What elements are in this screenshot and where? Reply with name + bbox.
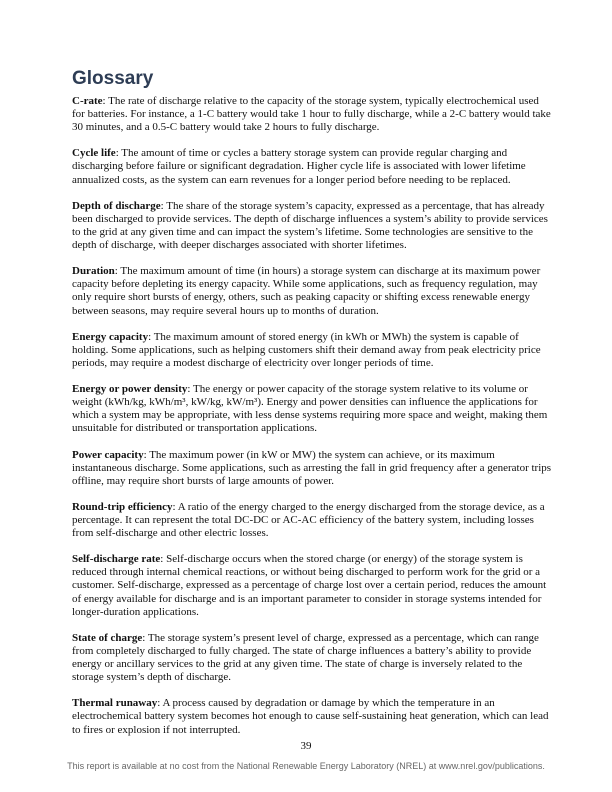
glossary-term: Thermal runaway <box>72 697 158 710</box>
glossary-entry-duration <box>72 265 554 317</box>
glossary-definition: The storage system’s present level of charge, expressed as a percentage, which can range from completely discharged to fully charged. The state of charge influences a battery’s ability to provide energy or ancillary services to the grid at any given time. The state of charge is inversely related to the storage system’s depth of discharge. <box>72 631 539 684</box>
page-number: 39 <box>300 740 312 752</box>
separator: : <box>102 95 109 107</box>
glossary-definition: The amount of time or cycles a battery storage system can provide regular charging and discharging before failure or significant degradation. Higher cycle life is associated with lower lifetime annualized costs, as the system can earn revenues for a longer period before needing to be replaced. <box>72 147 526 186</box>
glossary-term: C-rate <box>72 95 103 107</box>
separator: : <box>142 631 148 644</box>
glossary-entry-round-trip-efficiency <box>72 501 554 540</box>
glossary-term: Self-discharge rate <box>72 553 161 566</box>
glossary-definition: The maximum amount of time (in hours) a storage system can discharge at its maximum power capacity before depleting its energy capacity. While some applications, such as frequency regulation, may only require short bursts of energy, others, such as peaking capacity or shifting excess renewable energy between seasons, may require several hours up to months of duration. <box>72 265 541 317</box>
glossary-term: Round-trip efficiency <box>72 500 173 513</box>
glossary-definition: The energy or power capacity of the storage system relative to its volume or weight (kWh/kg, kWh/m³, kW/kg, kW/m³). Energy and power densities can influence the applications for which a system may be appropriate, with less dense systems requiring more space and weight, making them unsuitable for distributed or transportation applications. <box>72 383 548 435</box>
glossary-term: Depth of discharge <box>72 199 161 212</box>
separator: : <box>157 697 163 710</box>
glossary-list <box>72 95 554 750</box>
footer-notice: This report is available at no cost from the National Renewable Energy Laboratory (NREL) at www.nrel.gov/publications. <box>67 761 545 771</box>
glossary-definition: Self-discharge occurs when the stored charge (or energy) of the storage system is reduced through internal chemical reactions, or without being discharged to perform work for the grid or a customer. Self-discharge, expressed as a percentage of charge lost over a certain period, reduces the amount of energy available for discharge and is an important parameter to consider in storage systems intended for longer-duration applications. <box>72 553 547 618</box>
separator: : <box>172 500 178 513</box>
separator: : <box>115 147 122 160</box>
glossary-term: Energy or power density <box>72 383 188 396</box>
glossary-definition: A process caused by degradation or damage by which the temperature in an electrochemical battery system becomes hot enough to cause self-sustaining heat generation, which can lead to fires or explosion if not interrupted. <box>72 697 549 736</box>
glossary-term: Cycle life <box>72 147 116 160</box>
glossary-entry-power-capacity <box>72 449 554 488</box>
glossary-term: Energy capacity <box>72 330 149 343</box>
separator: : <box>160 553 167 566</box>
glossary-term: Power capacity <box>72 448 144 461</box>
glossary-term: State of charge <box>72 631 143 644</box>
separator: : <box>148 330 154 343</box>
glossary-definition: The maximum power (in kW or MW) the system can achieve, or its maximum instantaneous discharge. Some applications, such as arresting the fall in grid frequency after a generator trips offline, may require short bursts of large amounts of power. <box>72 448 552 487</box>
separator: : <box>160 199 167 212</box>
glossary-entry-thermal-runaway <box>72 697 554 736</box>
glossary-entry-cycle-life <box>72 147 554 186</box>
glossary-definition: The rate of discharge relative to the capacity of the storage system, typically electrochemical used for batteries. For instance, a 1-C battery would take 1 hour to fully discharge, while a 2-C battery would take 30 minutes, and a 0.5-C battery would take 2 hours to fully discharge. <box>72 95 551 134</box>
glossary-entry-energy-capacity <box>72 331 554 370</box>
glossary-term: Duration <box>72 265 115 278</box>
separator: : <box>187 383 194 396</box>
glossary-entry-self-discharge-rate <box>72 553 554 618</box>
glossary-definition: The share of the storage system’s capacity, expressed as a percentage, that has already been discharged to provide services. The depth of discharge influences a system’s ability to provide services to the grid at any given time and can impact the system’s lifetime. Some technologies are sensitive to the depth of discharge, with deeper discharges associated with shorter lifetimes. <box>72 199 548 252</box>
separator: : <box>114 265 121 278</box>
glossary-entry-energy-or-power-density <box>72 383 554 435</box>
glossary-definition: The maximum amount of stored energy (in kWh or MWh) the system is capable of holding. Some applications, such as helping customers shift their demand away from peak electricity price periods, may require a modest discharge of electricity over longer periods of time. <box>72 330 541 369</box>
glossary-entry-c-rate <box>72 95 554 134</box>
page-title: Glossary <box>72 68 154 89</box>
glossary-entry-depth-of-discharge <box>72 200 554 252</box>
separator: : <box>143 448 150 461</box>
glossary-definition: A ratio of the energy charged to the energy discharged from the storage device, as a percentage. It can represent the total DC-DC or AC-AC efficiency of the battery system, including losses from self-discharge and other electric losses. <box>72 500 545 540</box>
glossary-entry-state-of-charge <box>72 632 554 684</box>
